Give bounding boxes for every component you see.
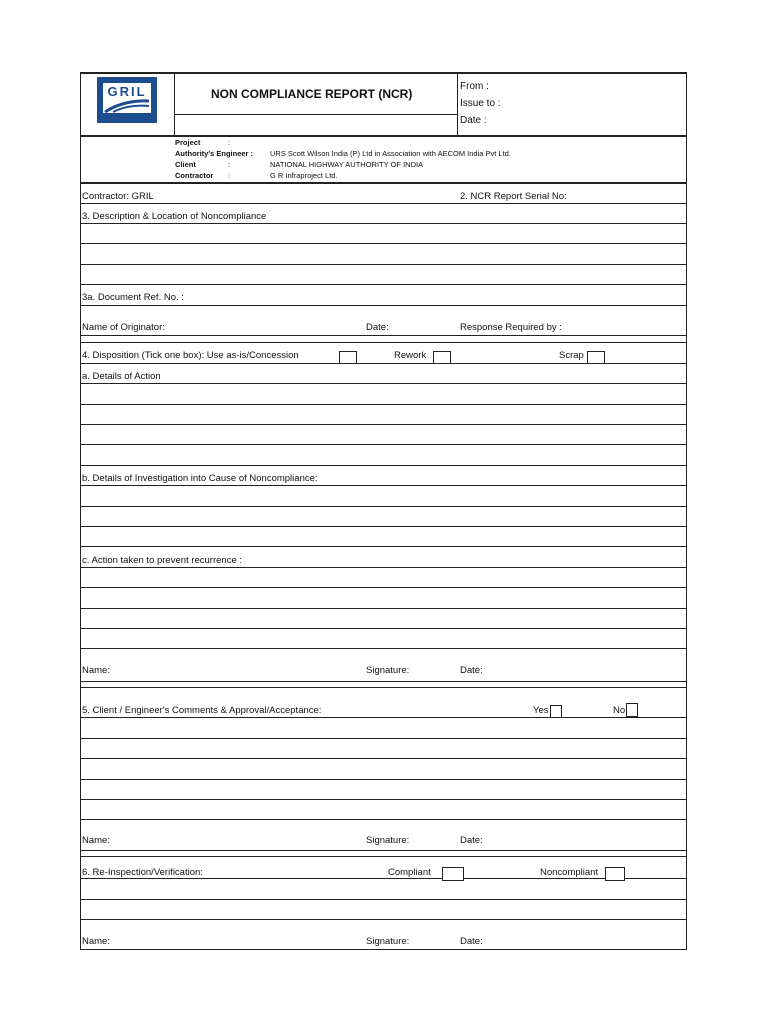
- row-line: [80, 342, 687, 343]
- gril-logo: [97, 77, 157, 123]
- name-label-2: Name:: [82, 835, 110, 846]
- date-label-3: Date:: [460, 936, 483, 947]
- row-line: [80, 404, 687, 405]
- details-of-action-label: a. Details of Action: [82, 371, 161, 382]
- scrap-checkbox[interactable]: [587, 351, 605, 364]
- description-label: 3. Description & Location of Noncompliance: [82, 211, 267, 222]
- row-line: [80, 819, 687, 820]
- ncr-serial-label: 2. NCR Report Serial No:: [460, 191, 567, 202]
- prevent-recurrence-label: c. Action taken to prevent recurrence :: [82, 555, 243, 566]
- noncompliant-checkbox[interactable]: [605, 867, 625, 881]
- row-line: [80, 758, 687, 759]
- document-ref-label: 3a. Document Ref. No. :: [82, 292, 184, 303]
- row-line: [80, 223, 687, 224]
- no-checkbox[interactable]: [626, 703, 638, 717]
- no-label: No: [613, 705, 626, 716]
- row-line: [80, 284, 687, 285]
- originator-date-label: Date:: [366, 322, 389, 333]
- engineer-value: URS Scott Wilson India (P) Ltd in Association with AECOM India Pvt Ltd.: [270, 149, 511, 158]
- row-line: [80, 264, 687, 265]
- signature-label-2: Signature:: [366, 835, 410, 846]
- contractor-colon: :: [228, 171, 231, 180]
- row-line: [80, 444, 687, 445]
- noncompliant-label: Noncompliant: [540, 867, 599, 878]
- name-label-3: Name:: [82, 936, 110, 947]
- client-label: Client: [175, 160, 196, 169]
- row-line: [80, 717, 687, 718]
- date-label-1: Date:: [460, 665, 483, 676]
- row-line: [80, 687, 687, 688]
- yes-label: Yes: [533, 705, 549, 716]
- ncr-form: [80, 72, 687, 950]
- row-line: [80, 305, 687, 306]
- row-line: [80, 608, 687, 609]
- client-value: NATIONAL HIGHWAY AUTHORITY OF INDIA: [270, 160, 424, 169]
- road-logo-icon: [103, 98, 151, 113]
- page-title: NON COMPLIANCE REPORT (NCR): [211, 87, 413, 101]
- row-line: [80, 919, 687, 920]
- row-line: [80, 799, 687, 800]
- row-line: [80, 648, 687, 649]
- header-bottom: [80, 135, 687, 137]
- yes-checkbox[interactable]: [550, 705, 562, 718]
- row-line: [80, 485, 687, 486]
- from-label: From :: [460, 81, 489, 92]
- reinspection-label: 6. Re-Inspection/Verification:: [82, 867, 203, 878]
- issue-to-label: Issue to :: [460, 98, 501, 109]
- row-line: [80, 243, 687, 244]
- row-line: [80, 587, 687, 588]
- row-line: [80, 850, 687, 851]
- originator-label: Name of Originator:: [82, 322, 165, 333]
- frame-bottom: [80, 949, 687, 950]
- row-line: [80, 546, 687, 547]
- compliant-checkbox[interactable]: [442, 867, 464, 881]
- date-label: Date :: [460, 115, 487, 126]
- signature-label-3: Signature:: [366, 936, 410, 947]
- project-colon: :: [228, 138, 231, 147]
- rework-checkbox[interactable]: [433, 351, 451, 364]
- contractor-field: Contractor: GRIL: [82, 191, 154, 202]
- logo-text: GRIL: [107, 84, 147, 99]
- contractor-value: G R Infraproject Ltd.: [270, 171, 338, 180]
- row-line: [80, 899, 687, 900]
- row-line: [80, 856, 687, 857]
- name-label-1: Name:: [82, 665, 110, 676]
- row-line: [80, 628, 687, 629]
- frame-top: [80, 72, 687, 74]
- title-underline: [174, 114, 457, 115]
- scrap-label: Scrap: [559, 350, 584, 361]
- date-label-2: Date:: [460, 835, 483, 846]
- row-line: [80, 779, 687, 780]
- header-divider-2: [457, 72, 458, 136]
- contractor-label: Contractor: [175, 171, 214, 180]
- row-line: [80, 424, 687, 425]
- engineer-label: Authority's Engineer :: [175, 149, 254, 158]
- row-line: [80, 506, 687, 507]
- row-line: [80, 738, 687, 739]
- comments-label: 5. Client / Engineer's Comments & Approval/Acceptance:: [82, 705, 322, 716]
- client-colon: :: [228, 160, 231, 169]
- concession-checkbox[interactable]: [339, 351, 357, 364]
- row-line: [80, 567, 687, 568]
- row-line: [80, 203, 687, 204]
- row-line: [80, 526, 687, 527]
- header-divider-1: [174, 72, 175, 136]
- investigation-label: b. Details of Investigation into Cause of Noncompliance:: [82, 473, 318, 484]
- row-line: [80, 681, 687, 682]
- signature-label-1: Signature:: [366, 665, 410, 676]
- disposition-label: 4. Disposition (Tick one box): Use as-is/Concession: [82, 350, 299, 361]
- project-label: Project: [175, 138, 201, 147]
- row-line: [80, 335, 687, 336]
- response-required-label: Response Required by :: [460, 322, 562, 333]
- row-line: [80, 465, 687, 466]
- compliant-label: Compliant: [388, 867, 431, 878]
- row-line: [80, 182, 687, 184]
- rework-label: Rework: [394, 350, 427, 361]
- row-line: [80, 383, 687, 384]
